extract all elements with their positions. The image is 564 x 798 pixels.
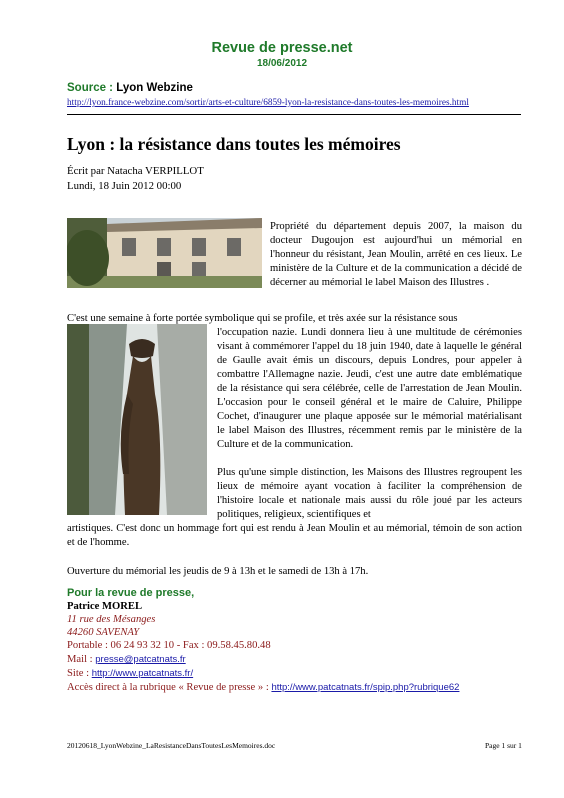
- access-label: Accès direct à la rubrique « Revue de presse » :: [67, 682, 272, 693]
- article-date: Lundi, 18 Juin 2012 00:00: [67, 180, 182, 192]
- article-paragraph-3-start: Plus qu'une simple distinction, les Maisons des Illustres regroupent les lieux de mémoire ayant vocation à faciliter la compréhension de l'histoire locale et nationale mais aussi du rôle joué par les acteurs politiques, religieux, scientifiques et: [217, 467, 522, 520]
- site-link[interactable]: http://www.patcatnats.fr/: [91, 668, 194, 679]
- source-line: [67, 82, 193, 94]
- access-link[interactable]: http://www.patcatnats.fr/spip.php?rubrique62: [271, 682, 460, 693]
- signature-access: [67, 681, 459, 695]
- house-photo: [67, 218, 262, 288]
- article-title: Lyon : la résistance dans toutes les mémoires: [67, 134, 401, 154]
- article-paragraph-2-start: C'est une semaine à forte portée symbolique qui se profile, et très axée sur la résistance sous: [67, 313, 458, 324]
- signature-mail: [67, 653, 186, 667]
- signature-city: 44260 SAVENAY: [67, 627, 140, 638]
- footer-page-number: Page 1 sur 1: [485, 741, 522, 750]
- article-paragraph-2-rest: l'occupation nazie. Lundi donnera lieu à une multitude de cérémonies visant à commémorer l'appel du 18 juin 1940, date à laquelle le général de Gaulle avait émis un discours, depuis Londres, pour appeler à combattre l'Allemagne nazie. Jeudi, c'est une autre date emblématique de la résistance qui sera célébrée, celle de l'arrestation de Jean Moulin. L'occasion pour le conseil général et le maire de Caluire, Philippe Cochet, d'inaugurer une plaque apposée sur le mémorial matérialisant le label Maison des Illustres, récemment remis par le ministère de la Culture et de la communication.: [217, 327, 522, 450]
- article-author: Écrit par Natacha VERPILLOT: [67, 165, 204, 177]
- signature-site: [67, 667, 193, 681]
- signature-street: 11 rue des Mésanges: [67, 614, 156, 625]
- footer-filename: 20120618_LyonWebzine_LaResistanceDansToutesLesMemoires.doc: [67, 741, 276, 750]
- signature-name: Patrice MOREL: [67, 601, 143, 612]
- header-title: Revue de presse.net: [211, 40, 353, 56]
- source-name: Lyon Webzine: [116, 82, 193, 94]
- mail-link[interactable]: presse@patcatnats.fr: [95, 654, 186, 665]
- article-paragraph-4: Ouverture du mémorial les jeudis de 9 à 13h et le samedi de 13h à 17h.: [67, 566, 369, 577]
- source-url-link[interactable]: http://lyon.france-webzine.com/sortir/arts-et-culture/6859-lyon-la-resistance-dans-toutes-les-memoires.html: [67, 98, 469, 108]
- divider: [67, 114, 521, 115]
- article-paragraph-3-rest: artistiques. C'est donc un hommage fort qui est rendu à Jean Moulin et au mémorial, témoin de son action et de l'homme.: [67, 523, 522, 548]
- mail-label: Mail :: [67, 654, 96, 665]
- source-label: Source :: [67, 82, 114, 94]
- header-date: 18/06/2012: [256, 58, 308, 69]
- signature-phones: Portable : 06 24 93 32 10 - Fax : 09.58.45.80.48: [67, 640, 271, 651]
- statue-photo: [67, 324, 207, 515]
- site-label: Site :: [67, 668, 92, 679]
- article-paragraph-1: Propriété du département depuis 2007, la maison du docteur Dugoujon est aujourd'hui un mémorial en l'honneur du résistant, Jean Moulin, arrêté en ces lieux. Le ministère de la Culture et de la communication a décidé de décerner au mémorial le label Maison des Illustres .: [270, 221, 522, 288]
- signature-intro: Pour la revue de presse,: [67, 587, 195, 599]
